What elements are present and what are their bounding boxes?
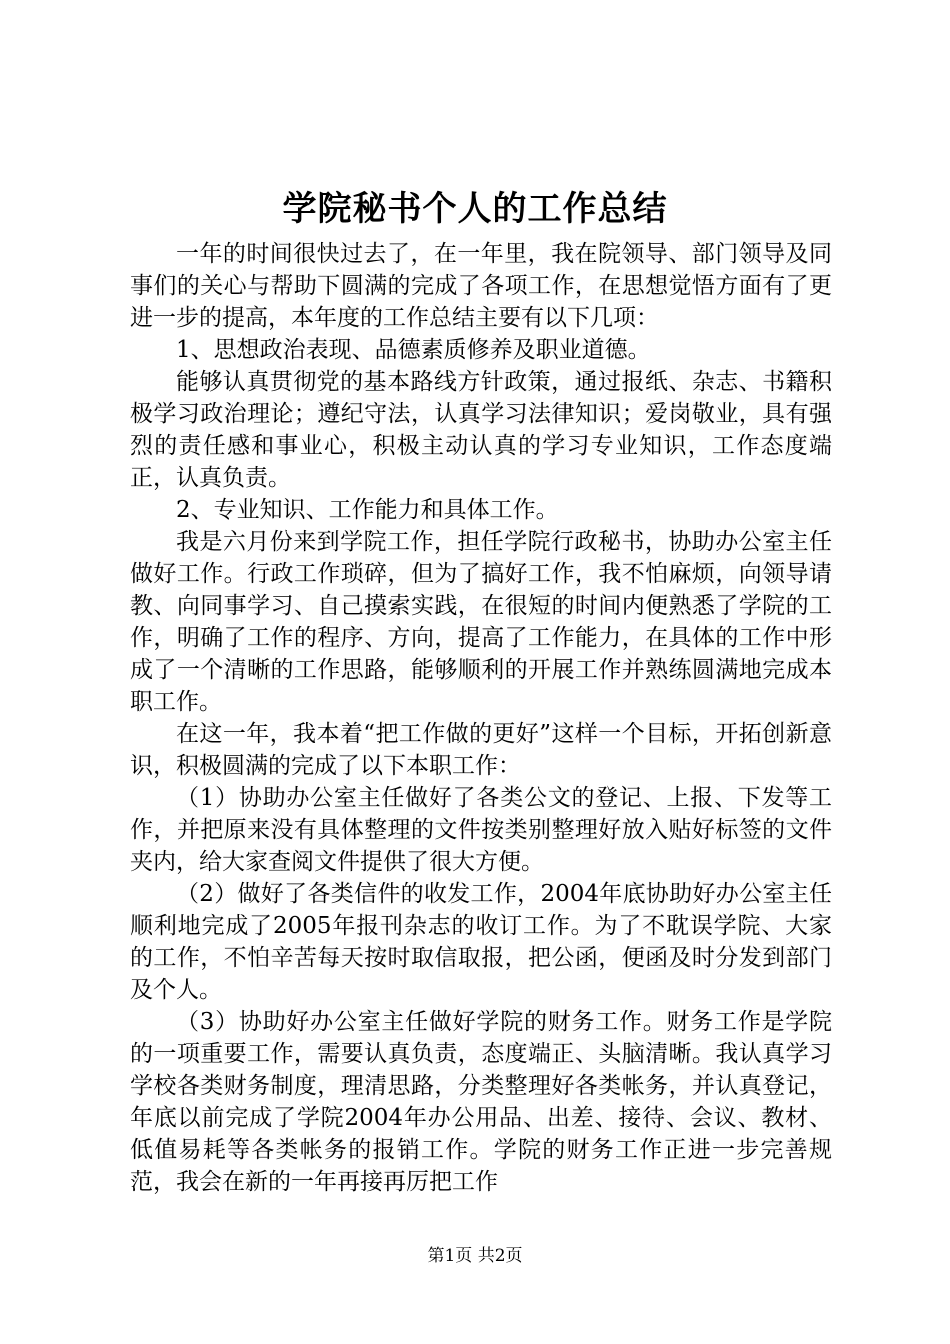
section-heading-2: 2、专业知识、工作能力和具体工作。	[176, 497, 559, 523]
document-title: 学院秘书个人的工作总结	[282, 189, 668, 229]
document-body	[130, 238, 832, 1198]
paragraph-intro: 一年的时间很快过去了，在一年里，我在院领导、部门领导及同事们的关心与帮助下圆满的完成了各项工作，在思想觉悟方面有了更进一步的提高，本年度的工作总结主要有以下几项：	[130, 241, 832, 331]
paragraph-item-2: （2）做好了各类信件的收发工作，2004年底协助好办公室主任顺利地完成了2005年报刊杂志的收订工作。为了不耽误学院、大家的工作，不怕辛苦每天按时取信取报，把公函，便函及时分发到部门及个人。	[130, 881, 832, 1003]
paragraph-item-3: （3）协助好办公室主任做好学院的财务工作。财务工作是学院的一项重要工作，需要认真负责，态度端正、头脑清晰。我认真学习学校各类财务制度，理清思路，分类整理好各类帐务，并认真登记，年底以前完成了学院2004年办公用品、出差、接待、会议、教材、低值易耗等各类帐务的报销工作。学院的财务工作正进一步完善规范，我会在新的一年再接再厉把工作	[130, 1009, 832, 1195]
paragraph-item-1: （1）协助办公室主任做好了各类公文的登记、上报、下发等工作，并把原来没有具体整理的文件按类别整理好放入贴好标签的文件夹内，给大家查阅文件提供了很大方便。	[130, 785, 832, 875]
page-footer: 第1页 共2页	[427, 1246, 523, 1266]
paragraph-political: 能够认真贯彻党的基本路线方针政策，通过报纸、杂志、书籍积极学习政治理论；遵纪守法，认真学习法律知识；爱岗敬业，具有强烈的责任感和事业心，积极主动认真的学习专业知识，工作态度端正，认真负责。	[130, 369, 832, 491]
paragraph-this-year: 在这一年，我本着“把工作做的更好”这样一个目标，开拓创新意识，积极圆满的完成了以下本职工作：	[130, 721, 832, 779]
paragraph-work-ability: 我是六月份来到学院工作，担任学院行政秘书，协助办公室主任做好工作。行政工作琐碎，但为了搞好工作，我不怕麻烦，向领导请教、向同事学习、自己摸索实践，在很短的时间内便熟悉了学院的工作，明确了工作的程序、方向，提高了工作能力，在具体的工作中形成了一个清晰的工作思路，能够顺利的开展工作并熟练圆满地完成本职工作。	[130, 529, 832, 715]
section-heading-1: 1、思想政治表现、品德素质修养及职业道德。	[176, 337, 651, 363]
